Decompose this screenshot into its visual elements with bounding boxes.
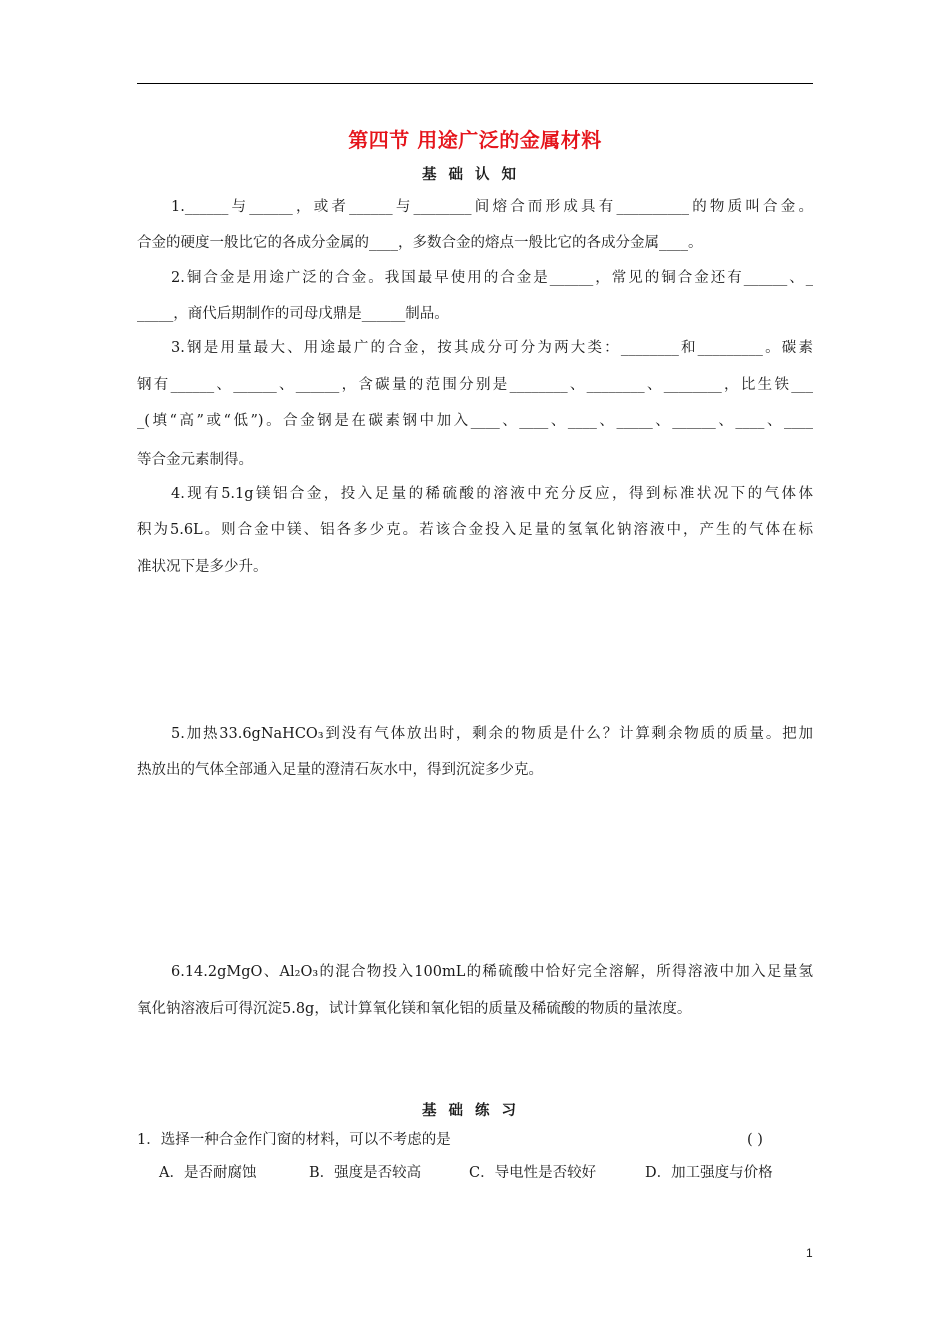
header-rule — [137, 83, 813, 84]
question-6-line: 氧化钠溶液后可得沉淀5.8g，试计算氧化镁和氧化铝的质量及稀硫酸的物质的量浓度。 — [137, 1001, 692, 1017]
question-4-line: 4.现有5.1g镁铝合金，投入足量的稀硫酸的溶液中充分反应，得到标准状况下的气体体 — [171, 486, 813, 502]
question-5-line: 热放出的气体全部通入足量的澄清石灰水中，得到沉淀多少克。 — [137, 762, 543, 778]
page-title: 第四节 用途广泛的金属材料 — [348, 128, 602, 152]
section-heading-cognition: 基础认知 — [422, 167, 528, 183]
text-line: 等合金元素制得。 — [137, 452, 253, 468]
practice-question-stem: 1．选择一种合金作门窗的材料，可以不考虑的是 — [137, 1132, 451, 1148]
text-line: 2.铜合金是用途广泛的合金。我国最早使用的合金是______，常见的铜合金还有______、_ — [171, 270, 813, 286]
text-line: 合金的硬度一般比它的各成分金属的____，多数合金的熔点一般比它的各成分金属____。 — [137, 235, 703, 251]
text-line: 钢有______、______、______，含碳量的范围分别是________、________、________，比生铁___ — [137, 377, 813, 393]
text-line: 3.钢是用量最大、用途最广的合金，按其成分可分为两大类：________和_________。碳素 — [171, 340, 813, 356]
choice-d: D．加工强度与价格 — [645, 1165, 773, 1181]
text-line: _____，商代后期制作的司母戊鼎是______制品。 — [137, 306, 449, 322]
choice-c: C．导电性是否较好 — [469, 1165, 597, 1181]
question-6-line: 6.14.2gMgO、Al₂O₃的混合物投入100mL的稀硫酸中恰好完全溶解，所得溶液中加入足量氢 — [171, 964, 813, 980]
choice-a: A．是否耐腐蚀 — [159, 1165, 257, 1181]
question-4-line: 积为5.6L。则合金中镁、铝各多少克。若该合金投入足量的氢氧化钠溶液中，产生的气体在标 — [137, 522, 813, 538]
section-heading-practice: 基础练习 — [422, 1103, 528, 1119]
text-line: _(填“高”或“低”)。合金钢是在碳素钢中加入____、____、____、_____、______、____、____ — [137, 413, 813, 429]
text-line: 1.______与______，或者______与________间熔合而形成具有__________的物质叫合金。 — [171, 199, 813, 215]
page-number: 1 — [806, 1246, 813, 1260]
question-4-line: 准状况下是多少升。 — [137, 559, 268, 575]
choice-b: B．强度是否较高 — [309, 1165, 422, 1181]
answer-bracket: ( ) — [747, 1132, 763, 1148]
question-5-line: 5.加热33.6gNaHCO₃到没有气体放出时，剩余的物质是什么？计算剩余物质的质量。把加 — [171, 726, 813, 742]
